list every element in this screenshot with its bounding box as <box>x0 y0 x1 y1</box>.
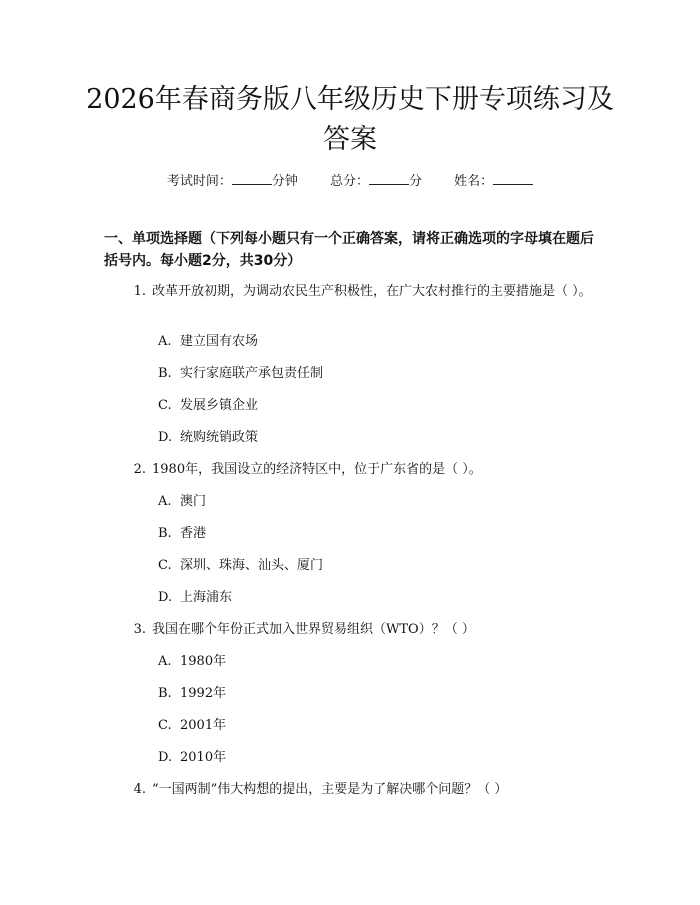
total-score-unit: 分 <box>409 174 423 189</box>
question-number: 2. <box>133 462 146 477</box>
option-text: 1980年 <box>180 654 227 669</box>
question-3-option-b <box>158 685 226 703</box>
question-1 <box>104 281 594 303</box>
question-3-option-d <box>158 749 226 767</box>
question-1-option-d <box>158 429 258 447</box>
student-name-field <box>454 170 533 189</box>
page-title: 2026年春商务版八年级历史下册专项练习及答案 <box>86 84 614 155</box>
option-letter: D. <box>158 430 173 445</box>
option-text: 深圳、珠海、汕头、厦门 <box>180 558 324 573</box>
option-letter: C. <box>158 398 172 413</box>
option-letter: B. <box>158 526 172 541</box>
question-number: 1. <box>133 284 146 299</box>
exam-time-field <box>167 170 298 189</box>
option-letter: D. <box>158 750 173 765</box>
exam-time-unit: 分钟 <box>271 174 298 189</box>
question-text: “一国两制”伟大构想的提出，主要是为了解决哪个问题？（ ） <box>152 782 508 797</box>
exam-time-label: 考试时间： <box>166 174 232 189</box>
option-letter: C. <box>158 718 172 733</box>
student-name-label: 姓名： <box>454 174 494 189</box>
option-text: 1992年 <box>180 686 227 701</box>
question-3-option-c <box>158 717 226 735</box>
question-2-option-b <box>158 525 206 543</box>
total-score-blank <box>369 172 409 185</box>
question-text: 我国在哪个年份正式加入世界贸易组织（WTO）？（ ） <box>152 622 475 637</box>
option-text: 实行家庭联产承包责任制 <box>180 366 324 381</box>
section-heading: 一、单项选择题（下列每小题只有一个正确答案，请将正确选项的字母填在题后括号内。每小题2分，共30分） <box>104 231 594 269</box>
question-2-option-c <box>158 557 323 575</box>
question-number: 3. <box>133 622 146 637</box>
question-3-option-a <box>158 653 226 671</box>
question-2-option-a <box>158 493 206 511</box>
option-text: 澳门 <box>180 494 207 509</box>
option-text: 统购统销政策 <box>180 430 259 445</box>
option-text: 2010年 <box>180 750 227 765</box>
student-name-blank <box>493 172 533 185</box>
question-1-option-a <box>158 333 258 351</box>
question-1-option-c <box>158 397 258 415</box>
option-text: 香港 <box>180 526 207 541</box>
option-letter: A. <box>158 334 172 349</box>
exam-info-line <box>0 170 700 189</box>
option-letter: B. <box>158 366 172 381</box>
exam-time-blank <box>232 172 272 185</box>
option-letter: A. <box>158 654 172 669</box>
question-number: 4. <box>133 782 146 797</box>
total-score-label: 总分： <box>329 174 369 189</box>
question-text: 改革开放初期，为调动农民生产积极性，在广大农村推行的主要措施是（ ）。 <box>152 284 592 299</box>
option-letter: C. <box>158 558 172 573</box>
total-score-field <box>330 170 422 189</box>
option-letter: B. <box>158 686 172 701</box>
option-letter: A. <box>158 494 172 509</box>
option-letter: D. <box>158 590 173 605</box>
question-text: 1980年，我国设立的经济特区中，位于广东省的是（ ）。 <box>152 462 482 477</box>
question-1-option-b <box>158 365 323 383</box>
option-text: 上海浦东 <box>180 590 233 605</box>
option-text: 2001年 <box>180 718 227 733</box>
option-text: 建立国有农场 <box>180 334 259 349</box>
option-text: 发展乡镇企业 <box>180 398 259 413</box>
question-2 <box>104 459 594 481</box>
question-4 <box>104 779 594 801</box>
question-3 <box>104 619 594 641</box>
question-2-option-d <box>158 589 232 607</box>
